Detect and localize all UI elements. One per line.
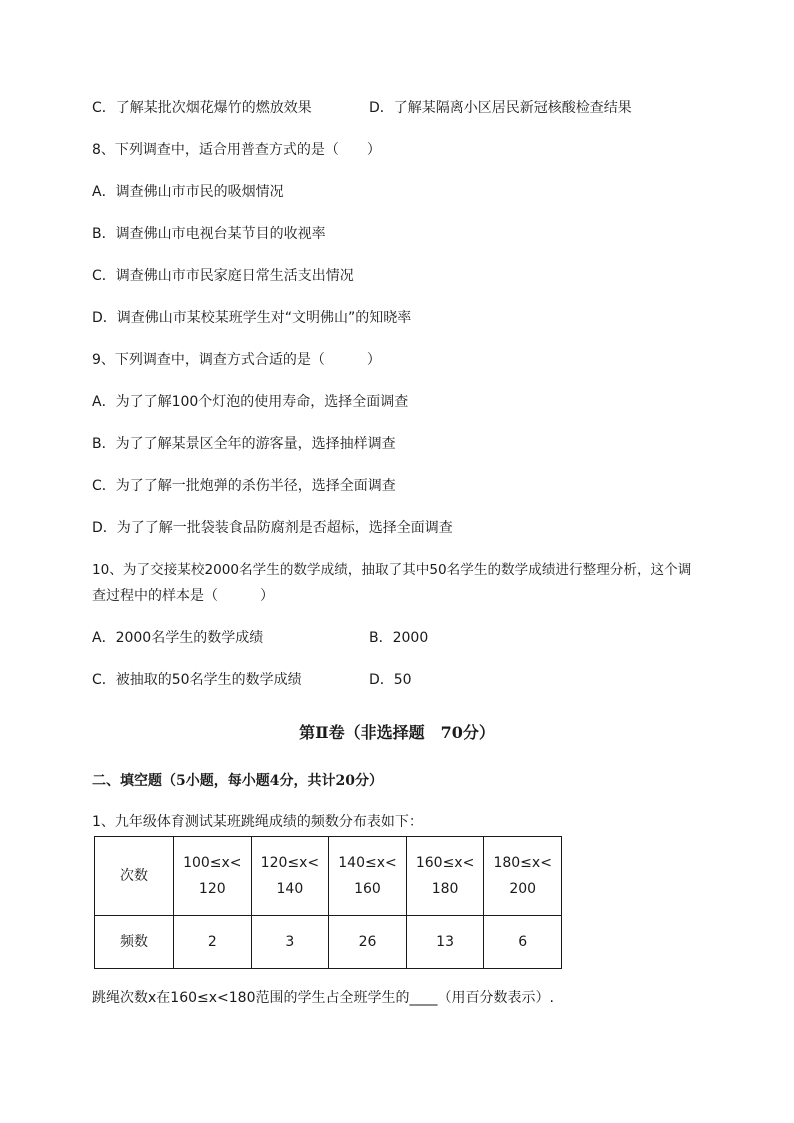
part-title: 二、填空题（5小题，每小题4分，共计20分）	[92, 773, 383, 789]
q8-option-a: A．调查佛山市市民的吸烟情况	[92, 184, 284, 200]
q8-option-c: C．调查佛山市市民家庭日常生活支出情况	[92, 268, 354, 284]
q9-option-b: B．为了了解某景区全年的游客量，选择抽样调查	[92, 436, 396, 452]
row-label-frequency: 频数	[95, 916, 174, 969]
range-top: 100≤x<	[183, 855, 242, 871]
freq-cell: 26	[329, 916, 407, 969]
range-bottom: 160	[354, 881, 381, 897]
freq-cell: 3	[251, 916, 329, 969]
range-bottom: 200	[509, 881, 537, 897]
freq-cell: 2	[174, 916, 252, 969]
q10-option-d: D．50	[369, 672, 412, 688]
q10-option-b: B．2000	[369, 630, 429, 646]
frequency-table	[94, 836, 562, 969]
row-label-counts: 次数	[95, 837, 174, 916]
range-bottom: 140	[276, 881, 304, 897]
q9-option-c: C．为了了解一批炮弹的杀伤半径，选择全面调查	[92, 478, 396, 494]
table-row-counts	[95, 837, 562, 916]
q7-option-c: C．了解某批次烟花爆竹的燃放效果	[92, 100, 312, 116]
range-bottom: 120	[198, 881, 226, 897]
range-top: 180≤x<	[493, 855, 552, 871]
freq-cell: 6	[484, 916, 562, 969]
q10-option-a: A．2000名学生的数学成绩	[92, 630, 264, 646]
freq-cell: 13	[406, 916, 484, 969]
range-top: 120≤x<	[260, 855, 320, 871]
q8-stem: 8、下列调查中，适合用普查方式的是（ ）	[92, 142, 381, 158]
q9-option-d: D．为了了解一批袋装食品防腐剂是否超标，选择全面调查	[92, 520, 453, 536]
q10-option-c: C．被抽取的50名学生的数学成绩	[92, 672, 302, 688]
range-top: 160≤x<	[415, 855, 475, 871]
range-cell	[174, 837, 252, 916]
q10-stem-line2: 查过程中的样本是（ ）	[92, 588, 274, 604]
fill1-stem: 1、九年级体育测试某班跳绳成绩的频数分布表如下：	[92, 814, 423, 830]
range-cell	[251, 837, 329, 916]
fill1-question: 跳绳次数x在160≤x<180范围的学生占全班学生的____（用百分数表示）.	[92, 990, 554, 1006]
q9-option-a: A．为了了解100个灯泡的使用寿命，选择全面调查	[92, 394, 409, 410]
table-row-frequency	[95, 916, 562, 969]
q8-option-d: D．调查佛山市某校某班学生对“文明佛山”的知晓率	[92, 310, 412, 326]
q9-stem: 9、下列调查中，调查方式合适的是（ ）	[92, 352, 381, 368]
range-cell	[329, 837, 407, 916]
section-title: 第Ⅱ卷（非选择题 70分）	[299, 723, 495, 742]
range-cell	[484, 837, 562, 916]
range-top: 140≤x<	[338, 855, 397, 871]
range-cell	[406, 837, 484, 916]
range-bottom: 180	[431, 881, 459, 897]
q10-stem-line1: 10、为了交接某校2000名学生的数学成绩，抽取了其中50名学生的数学成绩进行整理分析，这个调	[92, 562, 692, 578]
q8-option-b: B．调查佛山市电视台某节目的收视率	[92, 226, 326, 242]
q7-option-d: D．了解某隔离小区居民新冠核酸检查结果	[369, 100, 632, 116]
